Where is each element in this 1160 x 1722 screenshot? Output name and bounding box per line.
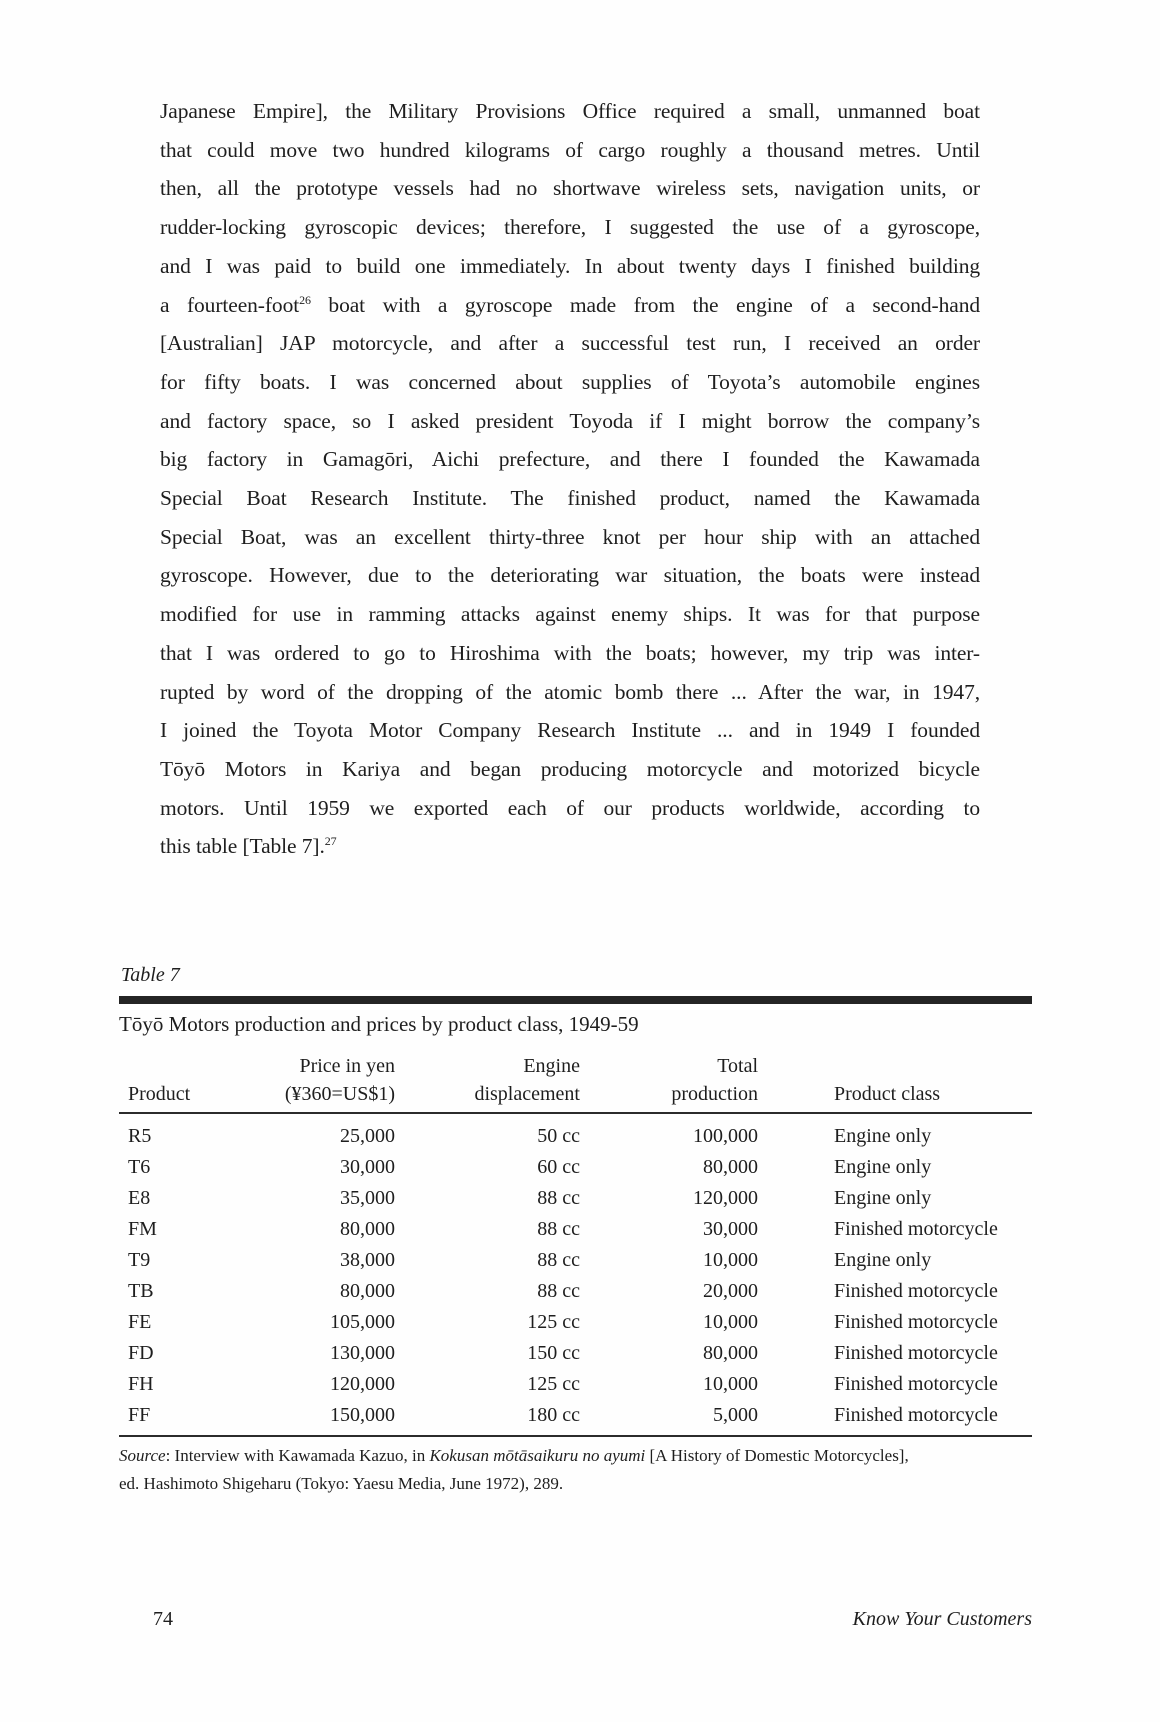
quote-text: boat with a gyroscope made from the engine of a second-hand [310, 292, 980, 317]
quote-line: Tōyō Motors in Kariya and began producing motorcycle and motorized bicycle [160, 756, 980, 781]
header-engine-line2: displacement [395, 1078, 580, 1113]
cell-production: 30,000 [703, 1218, 758, 1240]
production-table [119, 1050, 1032, 1437]
cell-displacement: 88 cc [537, 1280, 580, 1302]
quote-text: a fourteen-foot [160, 292, 300, 317]
cell-product: E8 [128, 1187, 151, 1209]
source-text: : Interview with Kawamada Kazuo, in [165, 1446, 430, 1465]
cell-displacement: 88 cc [537, 1187, 580, 1209]
quote-line: motors. Until 1959 we exported each of our products worldwide, according to [160, 795, 980, 820]
page-number: 74 [153, 1608, 173, 1630]
header-product-class: Product class [758, 1078, 1032, 1113]
cell-class: Finished motorcycle [834, 1218, 998, 1240]
cell-class: Engine only [834, 1187, 932, 1209]
cell-production: 10,000 [703, 1373, 758, 1395]
cell-price: 35,000 [340, 1187, 395, 1209]
footnote-ref-27: 27 [324, 834, 337, 849]
quote-line [160, 827, 980, 866]
table-row [119, 1214, 1032, 1245]
running-title: Know Your Customers [852, 1608, 1032, 1630]
quote-line: I joined the Toyota Motor Company Research Institute ... and in 1949 I founded [160, 718, 980, 743]
quote-line: Japanese Empire], the Military Provisions Office required a small, unmanned boat [160, 99, 980, 123]
cell-class: Finished motorcycle [758, 1400, 1032, 1436]
table-row [119, 1400, 1032, 1436]
table-row [119, 1183, 1032, 1214]
cell-displacement: 125 cc [527, 1373, 580, 1395]
table-title: Tōyō Motors production and prices by product class, 1949-59 [119, 1012, 639, 1036]
quote-text: this table [Table 7]. [160, 834, 325, 859]
cell-class: Finished motorcycle [834, 1342, 998, 1364]
quote-line: that I was ordered to go to Hiroshima with the boats; however, my trip was inter- [160, 640, 980, 665]
block-quote [160, 92, 980, 866]
cell-product: T9 [128, 1249, 151, 1271]
cell-displacement: 180 cc [395, 1400, 580, 1436]
cell-class: Engine only [834, 1156, 932, 1178]
cell-price: 105,000 [330, 1311, 395, 1333]
quote-line: rudder-locking gyroscopic devices; therefore, I suggested the use of a gyroscope, [160, 215, 980, 240]
cell-production: 20,000 [703, 1280, 758, 1302]
cell-price: 80,000 [340, 1218, 395, 1240]
cell-production: 80,000 [703, 1342, 758, 1364]
cell-price: 38,000 [340, 1249, 395, 1271]
cell-price: 30,000 [340, 1156, 395, 1178]
table-row [119, 1152, 1032, 1183]
header-total-line2: production [580, 1078, 758, 1113]
cell-product: T6 [128, 1156, 151, 1178]
cell-product: FM [128, 1218, 157, 1240]
quote-line: and I was paid to build one immediately. In about twenty days I finished building [160, 253, 980, 278]
header-engine-line1: Engine [523, 1055, 580, 1077]
cell-price: 80,000 [340, 1280, 395, 1302]
header-product: Product [119, 1078, 259, 1113]
quote-line: that could move two hundred kilograms of cargo roughly a thousand metres. Until [160, 137, 980, 162]
cell-displacement: 50 cc [537, 1125, 580, 1147]
quote-line: Special Boat, was an excellent thirty-three knot per hour ship with an attached [160, 524, 980, 549]
quote-line [160, 286, 980, 325]
header-price-line1: Price in yen [299, 1055, 395, 1077]
cell-product: FH [128, 1373, 154, 1395]
table-caption: Table 7 [121, 964, 180, 986]
cell-product: FF [119, 1400, 259, 1436]
header-total-line1: Total [717, 1055, 758, 1077]
cell-class: Finished motorcycle [834, 1373, 998, 1395]
table-row [119, 1369, 1032, 1400]
cell-class: Finished motorcycle [834, 1280, 998, 1302]
cell-product: TB [128, 1280, 154, 1302]
footnote-ref-26: 26 [299, 292, 311, 307]
source-line-2: ed. Hashimoto Shigeharu (Tokyo: Yaesu Media, June 1972), 289. [119, 1474, 564, 1493]
cell-production: 120,000 [693, 1187, 758, 1209]
quote-line: modified for use in ramming attacks against enemy ships. It was for that purpose [160, 602, 980, 627]
cell-class: Engine only [834, 1125, 932, 1147]
table-header [119, 1050, 1032, 1113]
source-label: Source [119, 1446, 166, 1465]
quote-line: [Australian] JAP motorcycle, and after a successful test run, I received an order [160, 331, 980, 356]
cell-displacement: 88 cc [537, 1218, 580, 1240]
source-line-1 [119, 1442, 1039, 1470]
cell-production: 10,000 [703, 1249, 758, 1271]
quote-line: for fifty boats. I was concerned about supplies of Toyota’s automobile engines [160, 369, 980, 394]
cell-production: 80,000 [703, 1156, 758, 1178]
cell-displacement: 125 cc [527, 1311, 580, 1333]
table-body [119, 1113, 1032, 1436]
cell-class: Finished motorcycle [834, 1311, 998, 1333]
cell-product: FD [128, 1342, 154, 1364]
cell-production: 10,000 [703, 1311, 758, 1333]
header-blank [119, 1050, 259, 1078]
cell-production: 5,000 [580, 1400, 758, 1436]
cell-price: 120,000 [330, 1373, 395, 1395]
cell-price: 150,000 [259, 1400, 395, 1436]
cell-product: R5 [128, 1125, 152, 1147]
table-row [119, 1307, 1032, 1338]
cell-displacement: 88 cc [537, 1249, 580, 1271]
source-text: [A History of Domestic Motorcycles], [645, 1446, 909, 1465]
cell-displacement: 150 cc [527, 1342, 580, 1364]
quote-line: and factory space, so I asked president Toyoda if I might borrow the company’s [160, 408, 980, 433]
quote-line: gyroscope. However, due to the deteriorating war situation, the boats were instead [160, 563, 980, 588]
quote-line: rupted by word of the dropping of the atomic bomb there ... After the war, in 1947, [160, 679, 980, 704]
cell-price: 25,000 [340, 1125, 395, 1147]
header-price-line2: (¥360=US$1) [259, 1078, 395, 1113]
source-note [119, 1442, 1039, 1498]
header-blank [758, 1050, 1032, 1078]
source-work-title: Kokusan mōtāsaikuru no ayumi [429, 1446, 646, 1465]
table-row [119, 1245, 1032, 1276]
table-row [119, 1113, 1032, 1152]
quote-line: Special Boat Research Institute. The finished product, named the Kawamada [160, 486, 980, 511]
table-top-rule [119, 996, 1032, 1004]
quote-line: big factory in Gamagōri, Aichi prefecture, and there I founded the Kawamada [160, 447, 980, 472]
table-row [119, 1276, 1032, 1307]
cell-displacement: 60 cc [537, 1156, 580, 1178]
table-row [119, 1338, 1032, 1369]
quote-line: then, all the prototype vessels had no shortwave wireless sets, navigation units, or [160, 176, 980, 201]
cell-class: Engine only [834, 1249, 932, 1271]
cell-product: FE [128, 1311, 152, 1333]
cell-production: 100,000 [693, 1125, 758, 1147]
cell-price: 130,000 [330, 1342, 395, 1364]
